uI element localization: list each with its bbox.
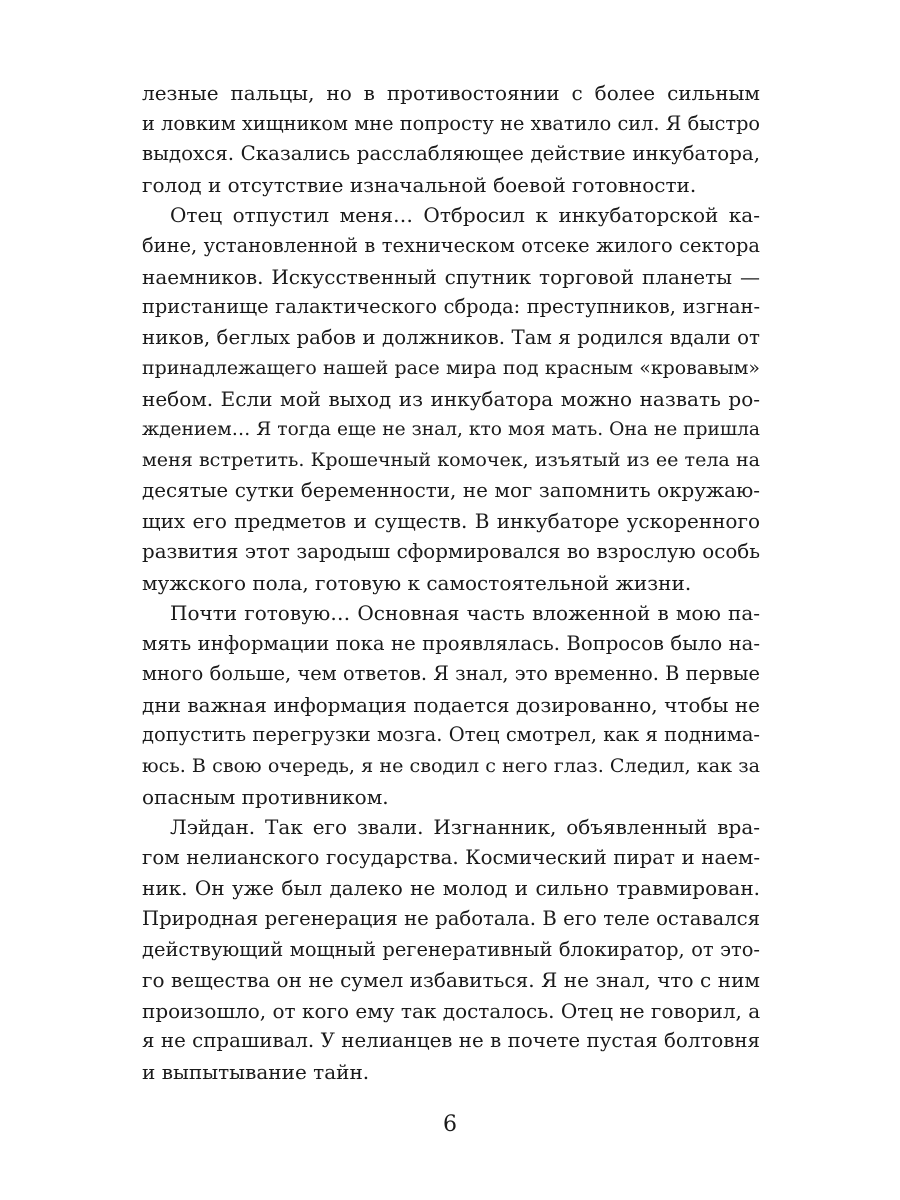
text-line: мять информации пока не проявлялась. Вопросов было на- — [142, 631, 760, 655]
text-line: меня встретить. Крошечный комочек, изъятый из ее тела на — [142, 449, 760, 472]
text-line: Почти готовую… Основная часть вложенной в мою па- — [170, 601, 760, 626]
text-line: принадлежащего нашей расе мира под красным «кровавым» — [142, 357, 760, 380]
text-line: гом нелианского государства. Космический пират и наем- — [142, 845, 760, 869]
text-line: развития этот зародыш сформировался во взрослую особь — [142, 539, 760, 563]
text-line: наемников. Искусственный спутник торговой планеты — — [142, 264, 760, 289]
text-line: Природная регенерация не работала. В его теле оставался — [142, 907, 760, 931]
text-line: ников, беглых рабов и должников. Там я родился вдали от — [142, 325, 760, 349]
text-line: ник. Он уже был далеко не молод и сильно травмирован. — [142, 876, 760, 901]
text-line: и ловким хищником мне попросту не хватило сил. Я быстро — [142, 111, 760, 135]
text-line: мужского пола, готовую к самостоятельной жизни. — [142, 570, 692, 595]
text-line: десятые сутки беременности, не мог запомнить окружаю- — [142, 478, 760, 502]
text-line: я не спрашивал. У нелианцев не в почете пустая болтовня — [142, 1029, 760, 1053]
text-line: дни важная информация подается дозированно, чтобы не — [142, 692, 760, 717]
text-line: много больше, чем ответов. Я знал, это временно. В первые — [142, 662, 760, 686]
paragraph-4 — [142, 812, 760, 1087]
text-line: Лэйдан. Так его звали. Изгнанник, объявленный вра- — [170, 815, 760, 840]
paragraph-3 — [142, 598, 760, 812]
text-line: произошло, от кого ему так досталось. Отец не говорил, а — [142, 998, 761, 1023]
page-number: 6 — [443, 1112, 457, 1137]
text-line: щих его предметов и существ. В инкубаторе ускоренного — [142, 509, 760, 534]
text-line: Отец отпустил меня… Отбросил к инкубаторской ка- — [170, 203, 760, 228]
text-line: юсь. В свою очередь, я не сводил с него глаз. Следил, как за — [142, 754, 760, 778]
text-line: голод и отсутствие изначальной боевой готовности. — [142, 172, 697, 197]
text-line: и выпытывание тайн. — [142, 1060, 370, 1084]
text-line: бине, установленной в техническом отсеке жилого сектора — [142, 233, 760, 257]
text-line: допустить перегрузки мозга. Отец смотрел, как я поднима- — [142, 723, 760, 747]
text-line: ждением… Я тогда еще не знал, кто моя мать. Она не пришла — [142, 418, 760, 440]
text-line: пристанище галактического сброда: преступников, изгнан- — [142, 295, 760, 319]
text-line: действующий мощный регенеративный блокиратор, от это- — [142, 937, 760, 961]
paragraph-2 — [142, 200, 760, 598]
text-line: лезные пальцы, но в противостоянии с более сильным — [142, 81, 760, 105]
book-page-text — [142, 78, 760, 1088]
paragraph-1 — [142, 78, 760, 200]
text-line: опасным противником. — [142, 784, 389, 809]
text-line: го вещества он не сумел избавиться. Я не знал, что с ним — [142, 968, 760, 993]
text-line: небом. Если мой выход из инкубатора можно назвать ро- — [142, 386, 760, 411]
text-line: выдохся. Сказались расслабляющее действие инкубатора, — [142, 142, 760, 166]
